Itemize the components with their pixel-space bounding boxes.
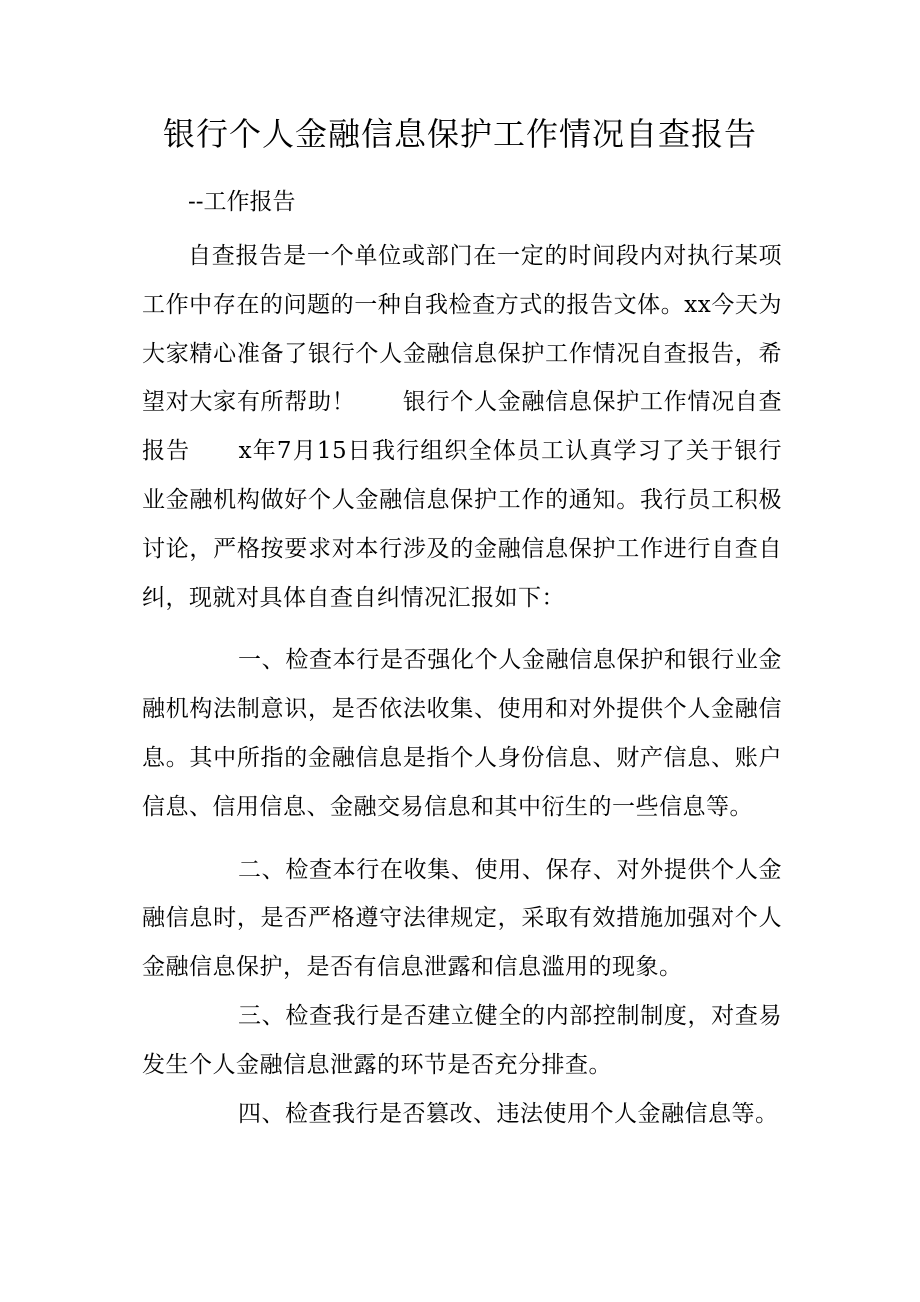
document-title: 银行个人金融信息保护工作情况自查报告: [162, 115, 757, 153]
paragraph-section-4: 四、检查我行是否篡改、违法使用个人金融信息等。: [238, 1100, 779, 1127]
paragraph-section-2: 二、检查本行在收集、使用、保存、对外提供个人金融信息时，是否严格遵守法律规定，采取有效措施加强对个人金融信息保护，是否有信息泄露和信息滥用的现象。: [142, 856, 782, 981]
document-subtitle: --工作报告: [188, 189, 296, 215]
paragraph-intro: 自查报告是一个单位或部门在一定的时间段内对执行某项工作中存在的问题的一种自我检查方式的报告文体。xx今天为大家精心准备了银行个人金融信息保护工作情况自查报告，希望对大家有所帮助！ 银行个人金融信息保护工作情况自查报告 x年7月15日我行组织全体员工认真学习了关于银行业金融机构做好个人金融信息保护工作的通知。我行员工积极讨论，严格按要求对本行涉及的金融信息保护工作进行自查自纠，现就对具体自查自纠情况汇报如下：: [142, 243, 782, 611]
paragraph-section-3: 三、检查我行是否建立健全的内部控制制度，对查易发生个人金融信息泄露的环节是否充分排查。: [142, 1002, 782, 1078]
document-body: [142, 232, 782, 1138]
paragraph-section-1: 一、检查本行是否强化个人金融信息保护和银行业金融机构法制意识，是否依法收集、使用和对外提供个人金融信息。其中所指的金融信息是指个人身份信息、财产信息、账户信息、信用信息、金融交易信息和其中衍生的一些信息等。: [142, 647, 782, 820]
